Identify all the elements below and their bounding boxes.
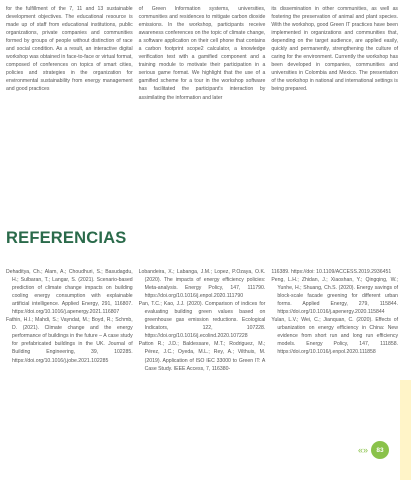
reference-item: 116389. https://doi: 10.1109/ACCESS.2019.2936451 xyxy=(271,269,392,275)
page-number-badge: 83 xyxy=(371,441,389,459)
reference-item: Pan, T.C.; Kao, J.J. (2020). Comparison of indices for evaluating building green values based on greenhouse gas emission reductions. Ecological Indicators, 122, 107228. https://doi.org/10.1016/j.ecolind.2020.107228 xyxy=(138,301,266,340)
body-column-3 xyxy=(271,5,398,102)
body-text-columns xyxy=(6,5,398,102)
body-column-2 xyxy=(139,5,266,102)
reference-item: Fathin, H.I.; Mahdi, S.; Vayndat, M.; Boyd, R.; Schmb, D. (2021). Climate change and the energy performance of buildings in the future – A case study for prefabricated buildings in the UK. Journal of Building Engineering, 39, 102285. https://doi.org/10.1016/j.jobe.2021.102285 xyxy=(6,317,133,364)
reference-item: Peng, L.H.; Zhidan, J.; Xiaoshan, Y.; Qingqing, W.; Yunhe, H.; Shuang, Ch.S. (2020). Energy savings of block-scale facade greening for different urban forms. Applied Energy, 279, 115844. https://doi.org/10.1016/j.apenergy.2020.115844 xyxy=(271,277,399,316)
body-paragraph: for the fulfillment of the 7, 11 and 13 sustainable development objectives. The educational resource is made up of staff from educational institutions, public organizations, private companies and communities formed by groups of people without distinction of race and social condition. As a result, an interactive digital workshop was obtained in face-to-face or virtual format, composed of conferences on topics of smart cities, policies and strategies in the organization for environmental sustainability from energy management and good practices xyxy=(6,6,133,93)
references-column-3 xyxy=(271,268,398,373)
references-columns xyxy=(6,268,398,373)
references-heading: REFERENCIAS xyxy=(6,229,127,247)
references-column-1 xyxy=(6,268,133,373)
body-paragraph: its dissemination in other communities, as well as fostering the preservation of animal and plant species. With the workshop, good Green IT practices have been implemented in organizations and communities that, depending on the target audience, are applied easily, quickly and permanently, strengthening the culture of caring for the environment. Currently the workshop has been developed in companies, communities and universities in Colombia and Mexico. The presentation of the workshop in national and international settings is being prepared. xyxy=(271,6,399,93)
reference-item: Yulan, L.V.; Wei, C.; Jianquan, C. (2020). Effects of urbanization on energy efficiency in China: New evidence from short run and long run efficiency models. Energy Policy, 147, 111858. https://doi.org/10.1016/j.enpol.2020.111858 xyxy=(271,317,399,356)
reference-item: Patton R.; J.D.; Baldessare, M.T.; Rodriguez, M.; Pérez, J.C.; Oyeda, M.L.; Rey, A.; Vilthuis, M. (2019). Application of ISO IEC 33000 to Green IT: A Case Study. IEEE Access, 7, 116380- xyxy=(138,341,266,372)
page-navigation xyxy=(358,441,389,459)
body-column-1 xyxy=(6,5,133,102)
references-column-2 xyxy=(139,268,266,373)
reference-item: Lobandeira, X.; Labanga, J.M.; Lopez, P.Ozaya, O.K. (2020). The impacts of energy efficiency policies: Meta-analysis. Energy Policy, 147, 111790. https://doi.org/10.1016/j.enpol.2020.111790 xyxy=(138,269,266,300)
reference-item: Dehaditya, Ch.; Alam, A.; Choudhuri, S.; Basudagdu, H.; Sulbaran, T.; Langar, S. (2021). Scenario-based prediction of climate change impacts on building cooling energy consumption with explainable artificial intelligence. Applied Energy, 291, 116807. https://doi.org/10.1016/j.apenergy.2021.116807 xyxy=(6,269,133,316)
double-chevron-icon[interactable]: «» xyxy=(358,444,369,455)
page-edge-decoration xyxy=(400,380,411,480)
body-paragraph: of Green Information systems, universities, communities and residences to mitigate carbon dioxide emissions. In the workshop, participants receive awareness conferences on the topic of climate change, a software application on their cell phone that contains a carbon footprint scope2 calculator, a knowledge verification test with a gamified component and a training module to motivate their participation in a serious game format. We highlight that the use of a gamified scheme for a tour in the workshop software has facilitated the participant's interaction by assimilating the information and later xyxy=(138,6,266,101)
